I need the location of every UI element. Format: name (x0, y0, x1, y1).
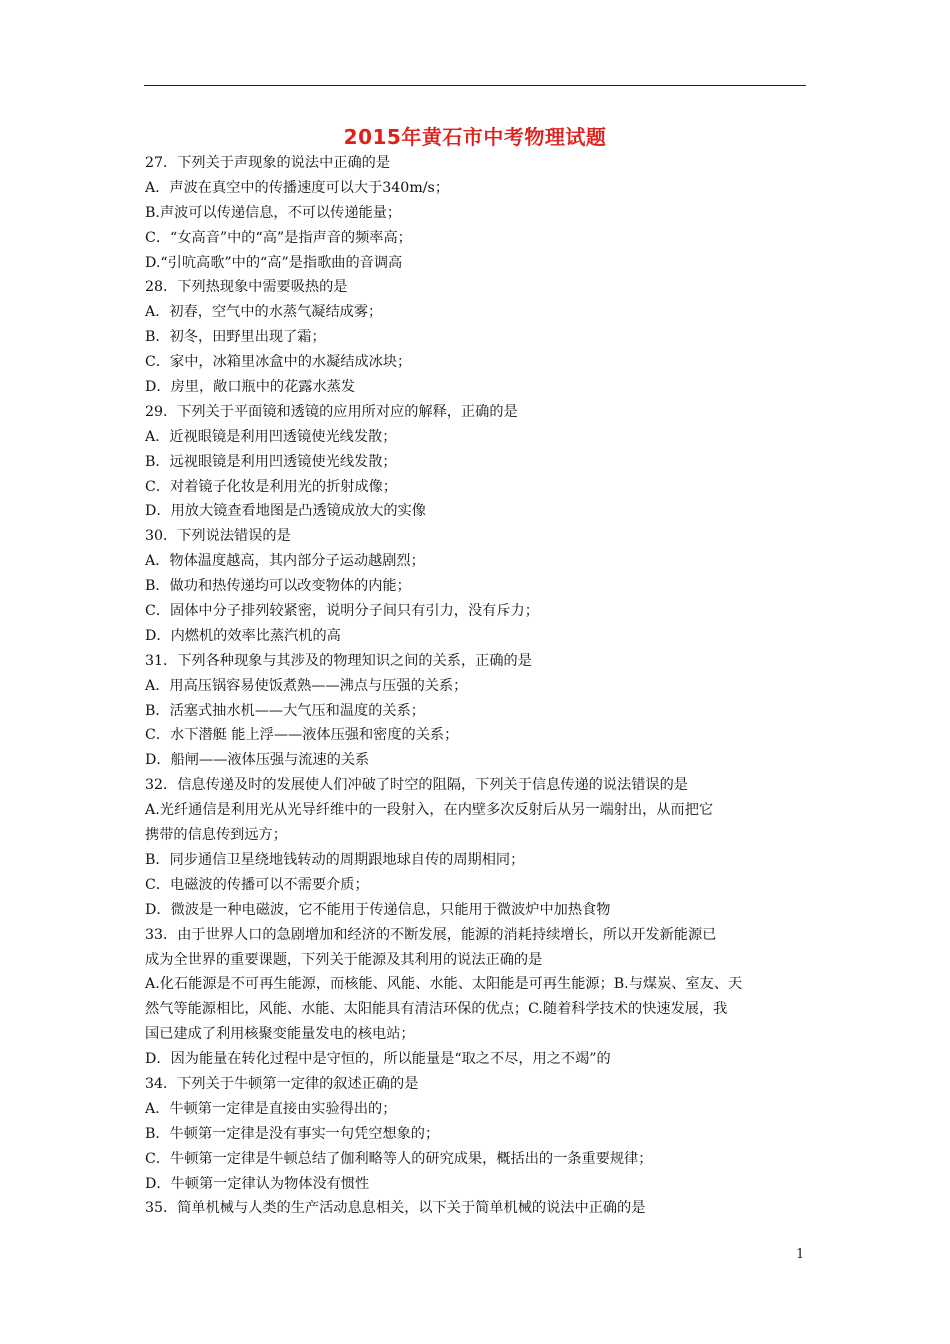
text-line: 28．下列热现象中需要吸热的是 (145, 279, 348, 296)
text-line: A．近视眼镜是利用凹透镜使光线发散； (145, 428, 397, 445)
text-line: 携带的信息传到远方； (145, 827, 287, 844)
text-line: 国已建成了利用核聚变能量发电的核电站； (145, 1026, 415, 1043)
text-line: A．初春，空气中的水蒸气凝结成雾； (145, 304, 383, 321)
text-line: D．船闸——液体压强与流速的关系 (145, 752, 370, 769)
text-line: B．做功和热传递均可以改变物体的内能； (145, 578, 411, 595)
text-line: 34．下列关于牛顿第一定律的叙述正确的是 (145, 1075, 419, 1092)
text-line: 30．下列说法错误的是 (145, 528, 291, 545)
text-line: 35．简单机械与人类的生产活动息息相关，以下关于简单机械的说法中正确的是 (145, 1200, 646, 1217)
text-line: C．固体中分子排列较紧密，说明分子间只有引力，没有斥力； (145, 603, 539, 620)
text-line: B．同步通信卫星绕地钱转动的周期跟地球自传的周期相同； (145, 851, 525, 868)
text-line: 成为全世界的重要课题，下列关于能源及其利用的说法正确的是 (145, 951, 543, 968)
text-line: C．“女高音”中的“高”是指声音的频率高； (145, 229, 412, 246)
text-line: 然气等能源相比，风能、水能、太阳能具有清洁环保的优点；C.随着科学技术的快速发展，我 (145, 1001, 728, 1018)
text-line: B．牛顿第一定律是没有事实一句凭空想象的； (145, 1125, 440, 1142)
text-line: B．远视眼镜是利用凹透镜使光线发散； (145, 453, 397, 470)
question-body (145, 151, 809, 1221)
text-line: D．房里，敞口瓶中的花露水蒸发 (145, 379, 356, 396)
text-line: B．活塞式抽水机——大气压和温度的关系； (145, 702, 425, 719)
page-title: 2015年黄石市中考物理试题 (343, 125, 607, 149)
text-line: B．初冬，田野里出现了霜； (145, 329, 326, 346)
text-line: D．因为能量在转化过程中是守恒的，所以能量是“取之不尽，用之不竭”的 (145, 1051, 611, 1068)
text-line: 33．由于世界人口的急剧增加和经济的不断发展，能源的消耗持续增长，所以开发新能源已 (145, 926, 717, 943)
text-line: D．微波是一种电磁波，它不能用于传递信息，只能用于微波炉中加热食物 (145, 901, 611, 918)
text-line: C．对着镜子化妆是利用光的折射成像； (145, 478, 398, 495)
text-line: 27．下列关于声现象的说法中正确的是 (145, 155, 391, 171)
text-line: A.化石能源是不可再生能源，而核能、风能、水能、太阳能是可再生能源；B.与煤炭、室友、天 (145, 976, 743, 993)
text-line: 31．下列各种现象与其涉及的物理知识之间的关系，正确的是 (145, 652, 532, 669)
text-line: C．电磁波的传播可以不需要介质； (145, 876, 369, 893)
text-line: A．牛顿第一定律是直接由实验得出的； (145, 1100, 397, 1117)
text-line: D．内燃机的效率比蒸汽机的高 (145, 627, 341, 644)
text-line: 32．信息传递及时的发展使人们冲破了时空的阻隔，下列关于信息传递的说法错误的是 (145, 777, 688, 794)
text-line: C．牛顿第一定律是牛顿总结了伽利略等人的研究成果，概括出的一条重要规律； (145, 1150, 653, 1167)
text-line: A．物体温度越高，其内部分子运动越剧烈； (145, 553, 425, 570)
text-line: 29．下列关于平面镜和透镜的应用所对应的解释，正确的是 (145, 403, 518, 420)
text-line: B.声波可以传递信息，不可以传递能量； (145, 204, 402, 221)
page-number: 1 (796, 1247, 805, 1262)
text-line: A．用高压锅容易使饭煮熟——沸点与压强的关系； (145, 677, 468, 694)
text-line: A.光纤通信是利用光从光导纤维中的一段射入，在内壁多次反射后从另一端射出，从而把它 (145, 802, 714, 819)
text-line: D.“引吭高歌”中的“高”是指歌曲的音调高 (145, 254, 403, 271)
text-line: D．牛顿第一定律认为物体没有惯性 (145, 1175, 370, 1192)
header-rule (144, 85, 806, 86)
text-line: C．水下潜艇 能上浮——液体压强和密度的关系； (145, 727, 459, 744)
text-line: D．用放大镜查看地图是凸透镜成放大的实像 (145, 503, 426, 520)
text-line: A．声波在真空中的传播速度可以大于340m/s； (145, 179, 450, 196)
text-line: C．家中，冰箱里冰盒中的水凝结成冰块； (145, 354, 412, 371)
